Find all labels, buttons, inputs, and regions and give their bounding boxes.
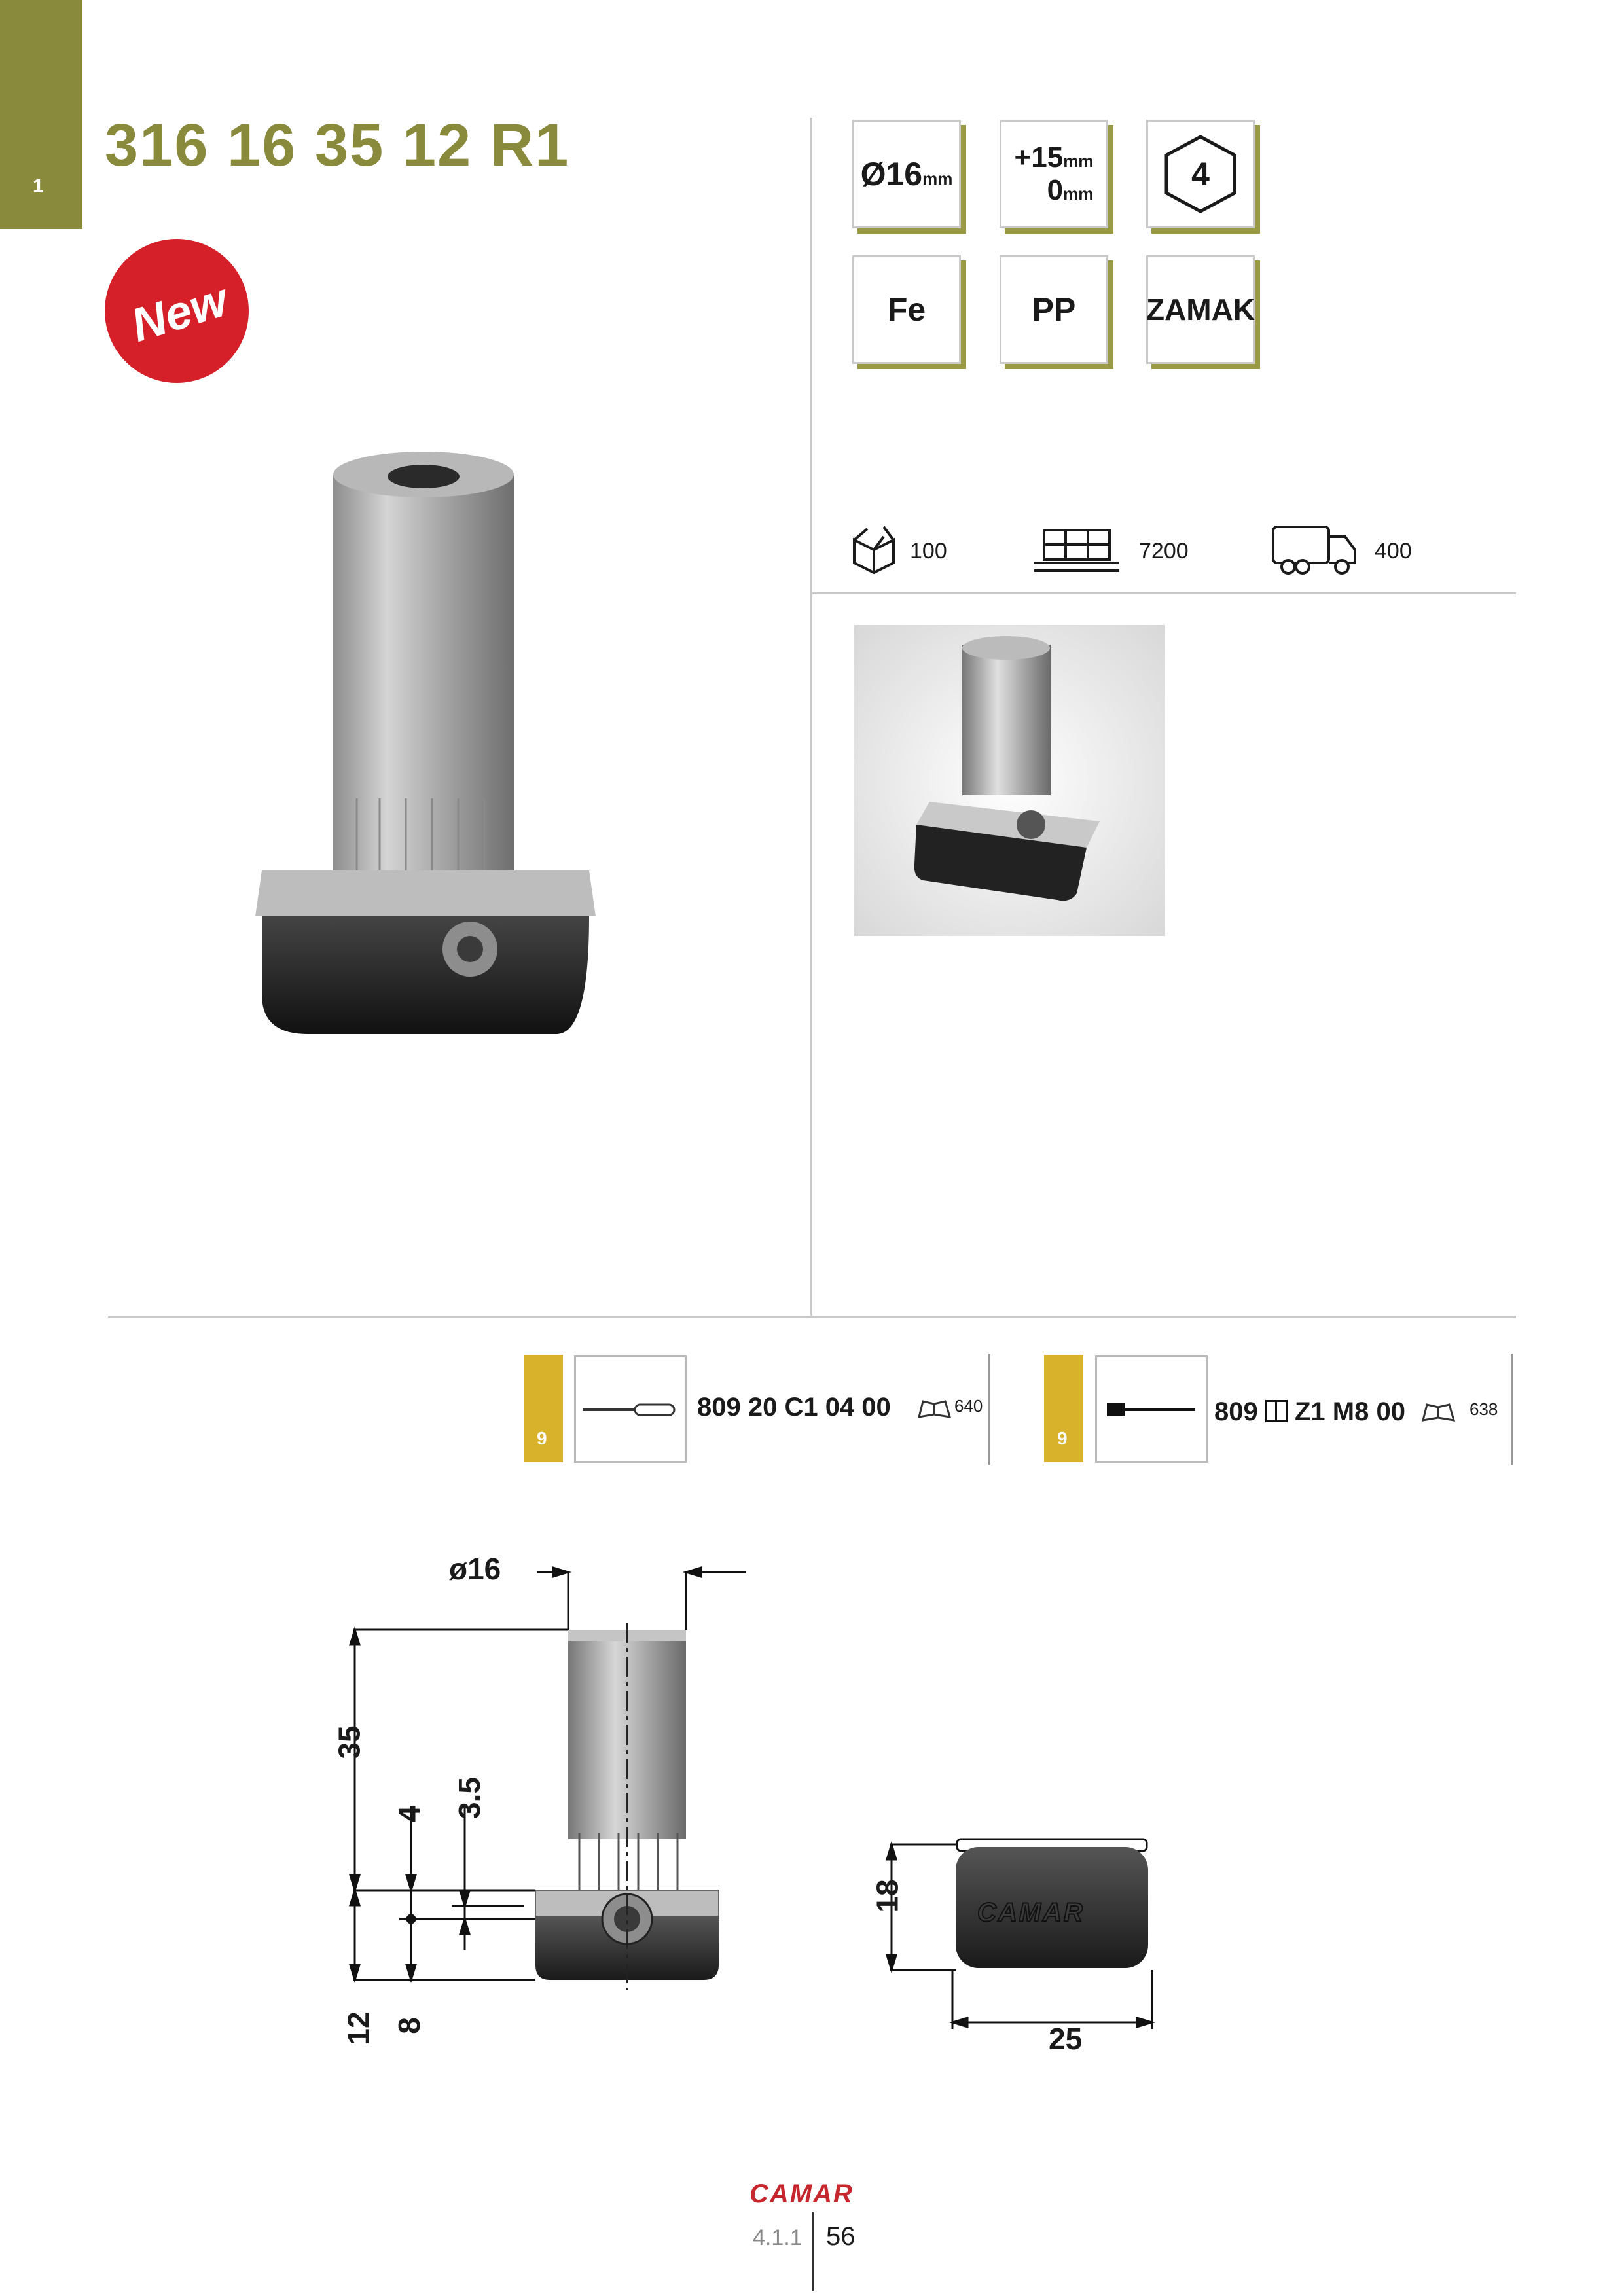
accessory-1-page: 640	[954, 1396, 983, 1416]
accessory-2-image	[1095, 1355, 1208, 1463]
spec-adjustment	[1000, 120, 1108, 228]
material-label: Fe	[887, 291, 926, 328]
dim-18: 18	[870, 1879, 905, 1913]
accessory-2-code	[1214, 1397, 1405, 1427]
square-placeholder-icon	[1265, 1400, 1288, 1422]
material-label: PP	[1032, 291, 1076, 328]
spec-adjust-plus: +15	[1014, 141, 1064, 173]
truck-quantity: 400	[1375, 539, 1412, 564]
spec-adjust-plus-unit: mm	[1063, 151, 1094, 171]
footer-page-number: 56	[826, 2222, 856, 2251]
camar-embossed-logo: CAMAR	[977, 1898, 1085, 1927]
screwdriver-icon	[576, 1357, 685, 1461]
dim-25: 25	[1049, 2022, 1083, 2056]
footer-section: 4.1.1	[753, 2225, 803, 2250]
product-photo	[854, 625, 1165, 936]
catalog-book-icon	[1420, 1401, 1456, 1424]
accessory-1-separator	[988, 1354, 990, 1465]
footer-divider	[812, 2212, 814, 2291]
accessory-2-code-prefix: 809	[1214, 1397, 1258, 1426]
material-label: ZAMAK	[1146, 293, 1255, 327]
accessory-1-tag-label: 9	[537, 1428, 547, 1448]
accessory-1-tag	[524, 1355, 563, 1462]
spec-hex-value: 4	[1191, 156, 1210, 192]
dim-4: 4	[391, 1806, 426, 1823]
spec-diameter-unit: mm	[922, 168, 953, 188]
column-divider	[810, 118, 812, 1316]
box-icon	[851, 524, 897, 576]
accessory-2-tag-label: 9	[1057, 1428, 1068, 1448]
box-quantity: 100	[910, 539, 947, 564]
dim-8: 8	[391, 2017, 426, 2034]
spec-adjust-zero-unit: mm	[1063, 184, 1094, 204]
footer-brand: CAMAR	[749, 2179, 854, 2208]
spec-material-pp	[1000, 255, 1108, 364]
product-image	[249, 445, 615, 1086]
spec-hex-key	[1146, 120, 1255, 228]
catalog-book-icon	[916, 1397, 952, 1420]
hex-key-icon	[1097, 1357, 1206, 1461]
pallet-icon	[1031, 524, 1123, 576]
dim-3-5: 3.5	[452, 1777, 486, 1819]
spec-diameter	[852, 120, 961, 228]
accessory-1-image	[574, 1355, 687, 1463]
product-code-title: 316 16 35 12 R1	[105, 112, 570, 179]
truck-icon	[1270, 524, 1358, 576]
dim-height-35: 35	[332, 1725, 367, 1759]
pallet-quantity: 7200	[1139, 539, 1189, 564]
accessory-2-page: 638	[1470, 1399, 1498, 1419]
spec-material-fe	[852, 255, 961, 364]
packaging-divider	[812, 592, 1516, 594]
new-badge	[105, 239, 249, 383]
spec-diameter-value: Ø16	[860, 156, 923, 192]
accessory-2-code-suffix: Z1 M8 00	[1295, 1397, 1405, 1426]
accessory-2-separator	[1511, 1354, 1513, 1465]
accessory-2-tag	[1044, 1355, 1083, 1462]
accessory-1-code: 809 20 C1 04 00	[697, 1393, 891, 1422]
dim-12: 12	[341, 2011, 376, 2045]
new-badge-label: New	[125, 274, 234, 352]
spec-adjust-zero: 0	[1047, 174, 1064, 206]
dim-diameter: ø16	[449, 1552, 501, 1586]
section-divider	[108, 1316, 1516, 1318]
section-tab-number: 1	[33, 175, 44, 197]
spec-material-zamak	[1146, 255, 1255, 364]
